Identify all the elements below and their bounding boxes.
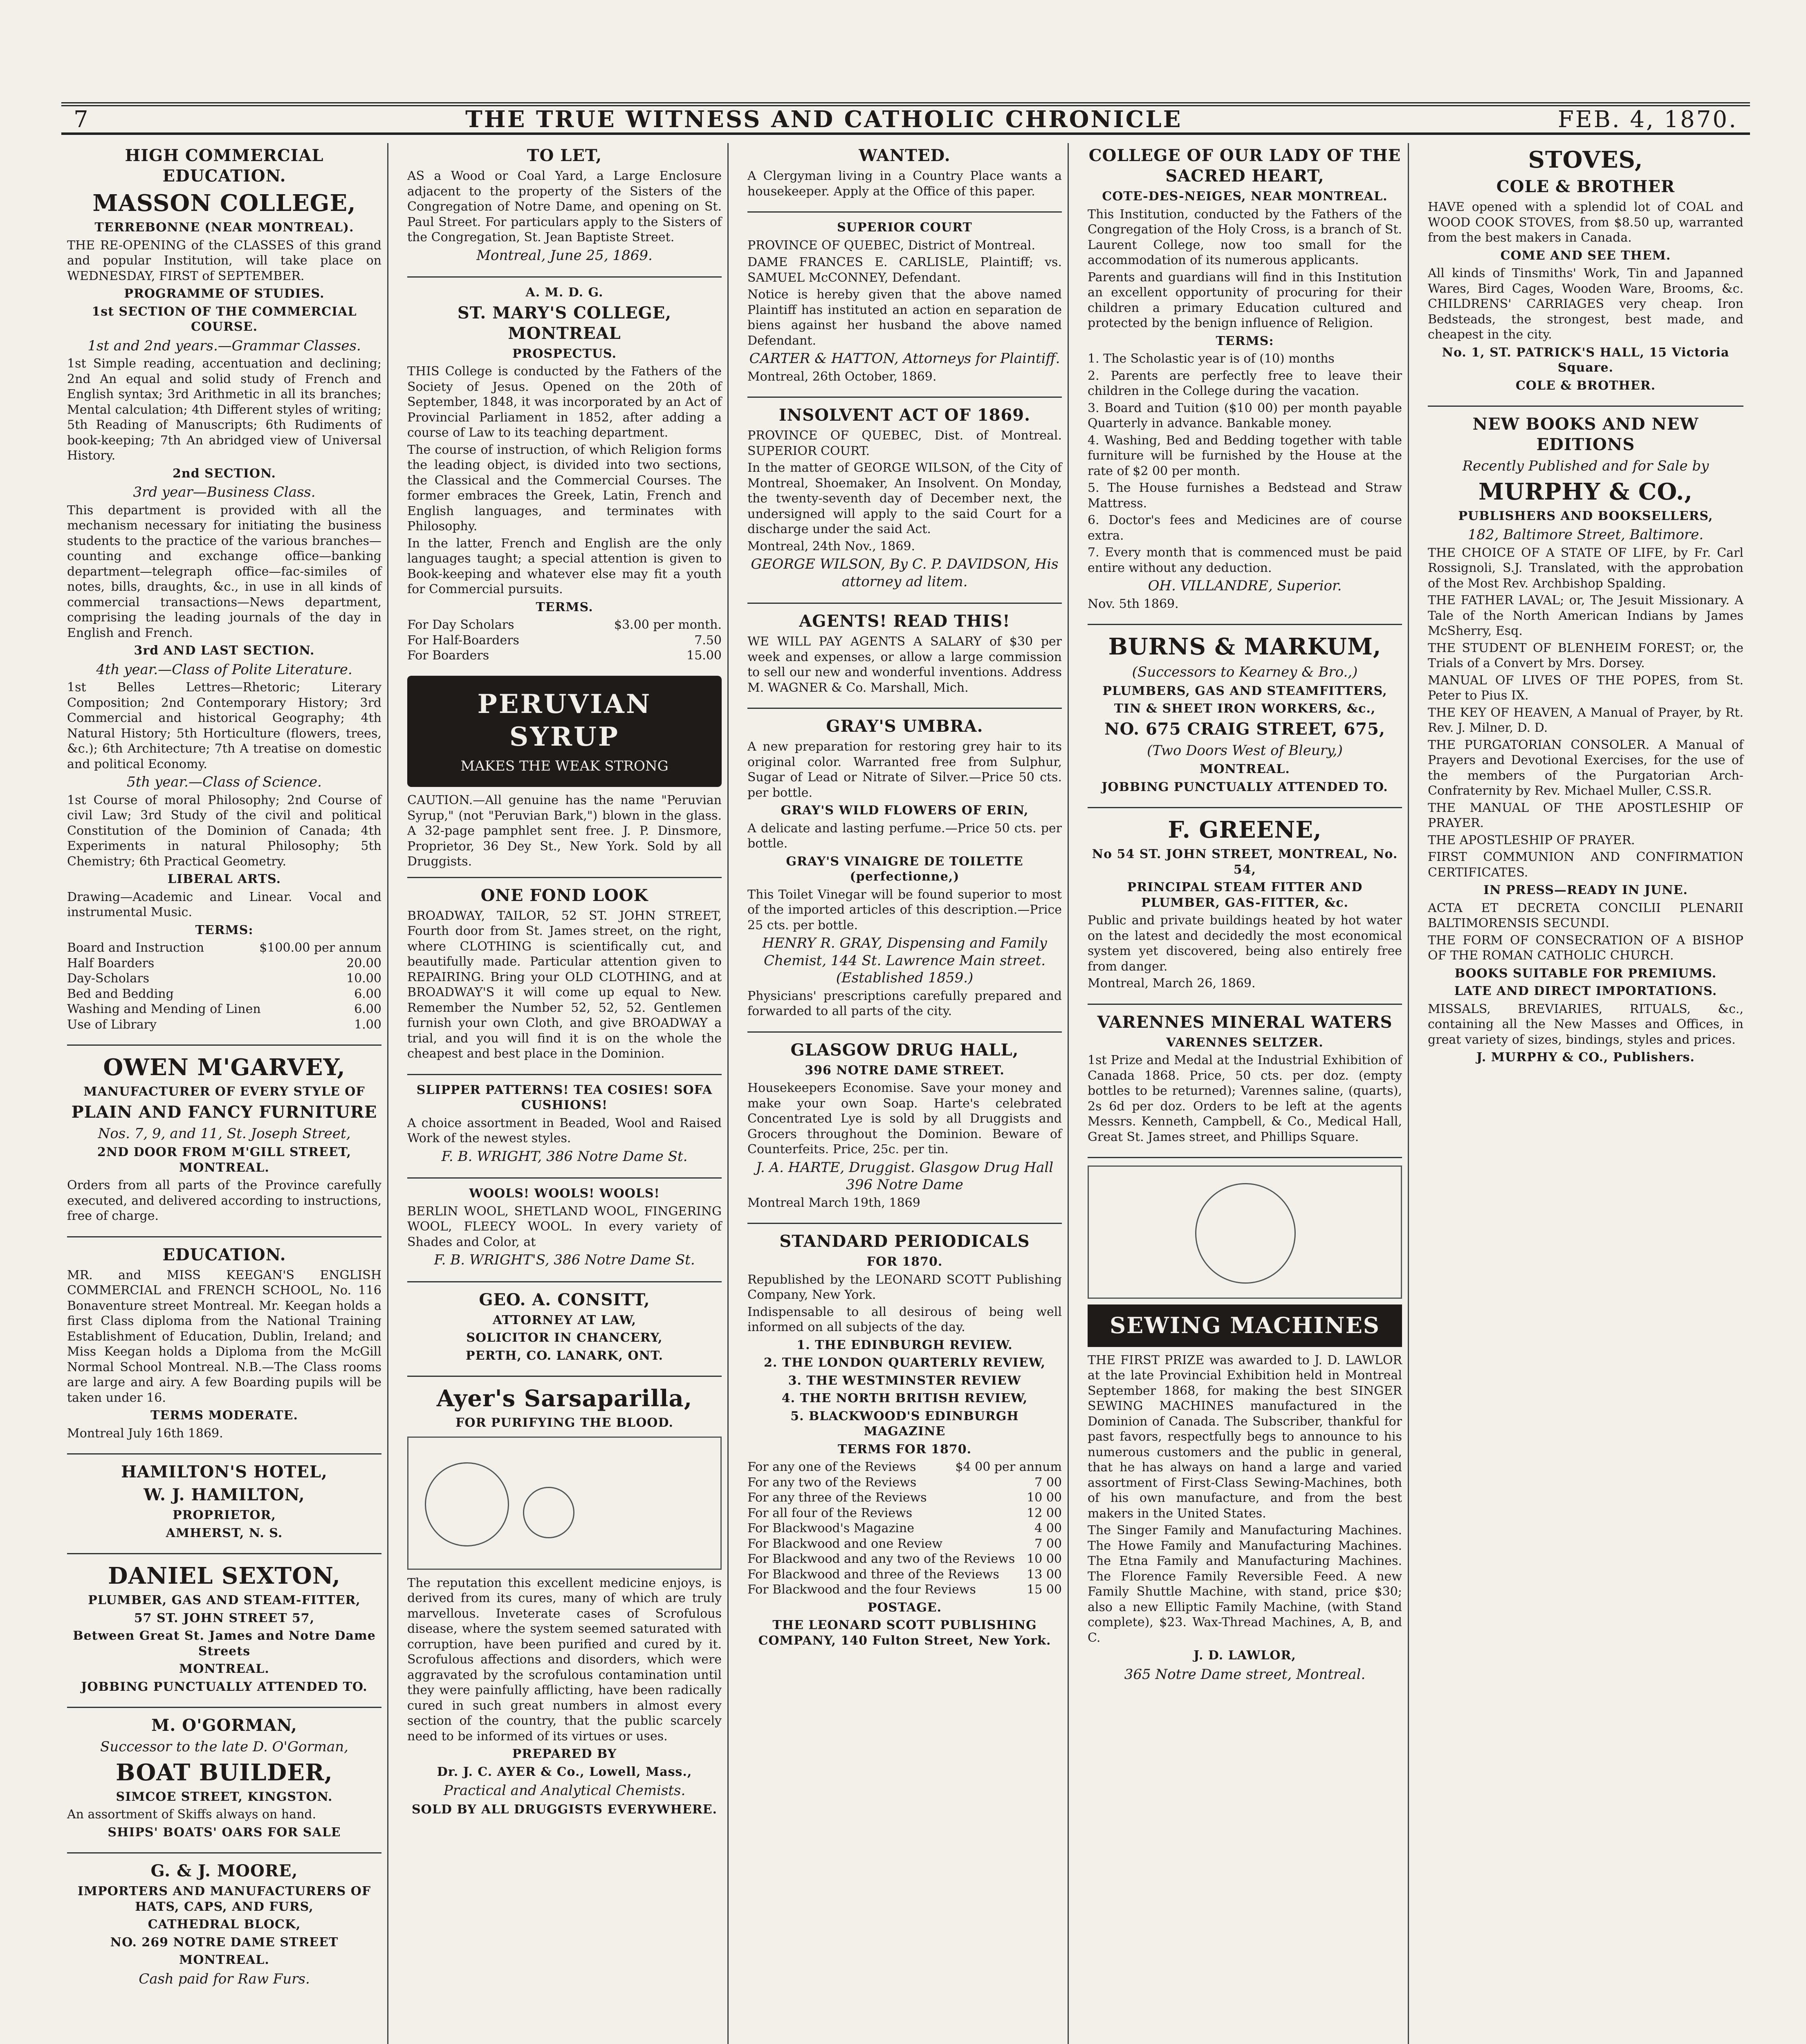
ad-daniel-sexton	[67, 1562, 381, 1694]
address: 365 Notre Dame street, Montreal.	[1124, 1666, 1366, 1683]
product-name: Ayer's Sarsaparilla,	[436, 1385, 693, 1412]
divider	[407, 1376, 722, 1377]
prepared-by: PREPARED BY	[512, 1747, 617, 1761]
divider	[1088, 807, 1402, 808]
signature: GEORGE WILSON, By C. P. DAVIDSON, His attorney ad litem.	[751, 556, 1059, 590]
court: SUPERIOR COURT	[837, 220, 972, 235]
text: A delicate and lasting perfume.—Price 50 cts. per bottle.	[747, 821, 1062, 851]
subheading: TERMS:	[195, 923, 254, 937]
signature: COLE & BROTHER.	[1515, 378, 1656, 393]
heading: WANTED.	[859, 146, 951, 165]
price-row: For any two of the Reviews 7 00	[747, 1475, 1062, 1490]
subheading: VARENNES SELTZER.	[1166, 1035, 1324, 1050]
terms: TERMS MODERATE.	[150, 1408, 298, 1423]
divider	[1428, 406, 1743, 407]
address: 396 NOTRE DAME STREET.	[805, 1063, 1005, 1078]
price-row: For Blackwood and any two of the Reviews 10 00	[747, 1552, 1062, 1566]
text: The reputation this excellent medicine enjoys, is derived from its cures, many of which are truly marvellous. Inveterate cases of Scrofulous disease, where the system seemed saturated with corruption, have been purified and cured by it. Scrofulous affections and disorders, which were aggravated by the scrofulous contamination until they were painfully afflicting, have been radically cured in such great numbers in almost every section of the country, that the public scarcely need to be informed of its virtues or uses.	[407, 1576, 722, 1744]
divider	[67, 1236, 381, 1237]
subheading: TERMS FOR 1870.	[837, 1442, 972, 1457]
text: Orders from all parts of the Province carefully executed, and delivered according to instructions, free of charge.	[67, 1178, 381, 1223]
note: JOBBING PUNCTUALLY ATTENDED TO.	[81, 1679, 368, 1694]
book-entry: THE KEY OF HEAVEN, A Manual of Prayer, by Rt. Rev. J. Milner, D. D.	[1428, 705, 1743, 735]
chemist-illustration	[407, 1437, 722, 1570]
divider	[747, 211, 1062, 213]
subheading: 4th year.—Class of Polite Literature.	[96, 661, 352, 678]
trade: PLUMBERS, GAS AND STEAMFITTERS,	[1102, 684, 1387, 698]
text: A Clergyman living in a Country Place wants a housekeeper. Apply at the Office of this paper.	[747, 169, 1062, 199]
column-5	[1422, 143, 1749, 2044]
review-title: 3. THE WESTMINSTER REVIEW	[788, 1373, 1021, 1388]
address: Between Great St. James and Notre Dame Streets	[73, 1629, 376, 1659]
ad-masson-college	[67, 146, 381, 1032]
ad-to-let	[407, 146, 722, 264]
advertiser-name: G. & J. MOORE,	[150, 1861, 298, 1880]
review-title: 4. THE NORTH BRITISH REVIEW,	[781, 1391, 1028, 1405]
book-entry: THE PURGATORIAN CONSOLER. A Manual of Prayers and Devotional Exercises, for the use of the members of the Purgatorian Arch-Confraternity by Rev. Michael Muller, C.SS.R.	[1428, 737, 1743, 798]
fee-row: For Half-Boarders 7.50	[407, 633, 722, 648]
text: 1st Belles Lettres—Rhetoric; Literary Composition; 2nd Contemporary History; 3rd Commercial and historical Geography; 4th Natural History; 5th Horticulture (flowers, trees, &c.); 6th Architecture; 7th A treatise on domestic and political Economy.	[67, 680, 381, 771]
subheading: FOR 1870.	[866, 1255, 943, 1269]
book-entry: THE FORM OF CONSECRATION OF A BISHOP OF THE ROMAN CATHOLIC CHURCH.	[1428, 933, 1743, 963]
heading: SLIPPER PATTERNS! TEA COSIES! SOFA CUSHIONS!	[416, 1083, 713, 1112]
divider	[747, 1031, 1062, 1033]
text: 1st Simple reading, accentuation and declining; 2nd An equal and solid study of French and English syntax; 3rd Arithmetic in all its branches; Mental calculation; 4th Different styles of writing; 5th Reading of Manuscripts; 6th Rudiments of book-keeping; 7th An abridged view of Universal History.	[67, 356, 381, 463]
subheading: BOOKS SUITABLE FOR PREMIUMS.	[1454, 966, 1717, 981]
trade: PLUMBER, GAS AND STEAM-FITTER,	[88, 1593, 361, 1607]
book-entry: ACTA ET DECRETA CONCILII PLENARII BALTIMORENSIS SECUNDI.	[1428, 901, 1743, 930]
divider	[1088, 1004, 1402, 1005]
product-name: SYRUP	[509, 721, 620, 752]
heading: TO LET,	[527, 146, 602, 165]
ad-consitt	[407, 1290, 722, 1364]
motto: A. M. D. G.	[525, 285, 603, 300]
subheading: 5th year.—Class of Science.	[127, 774, 322, 790]
column-3	[742, 143, 1069, 2044]
date: Montreal, March 26, 1869.	[1088, 976, 1256, 991]
heading: INSOLVENT ACT OF 1869.	[778, 406, 1031, 425]
page-number: 7	[74, 106, 90, 133]
book-entry: MANUAL OF LIVES OF THE POPES, from St. Peter to Pius IX.	[1428, 673, 1743, 703]
city: MONTREAL.	[179, 1662, 269, 1676]
address: Nos. 7, 9, and 11, St. Joseph Street,	[98, 1125, 351, 1142]
masthead	[61, 102, 1750, 135]
price-row: For any one of the Reviews $4 00 per annum	[747, 1460, 1062, 1474]
role: ATTORNEY AT LAW,	[492, 1313, 637, 1327]
ad-hamiltons-hotel	[67, 1462, 381, 1541]
price-row: For Blackwood's Magazine 4 00	[747, 1521, 1062, 1535]
fee-row: For Day Scholars $3.00 per month.	[407, 618, 722, 632]
issue-date: FEB. 4, 1870.	[1557, 106, 1738, 133]
advertiser-name: BURNS & MARKUM,	[1108, 633, 1382, 660]
ad-peruvian-syrup-banner	[407, 676, 722, 787]
divider	[407, 1074, 722, 1075]
fee-row: Day-Scholars 10.00	[67, 971, 381, 986]
heading: GLASGOW DRUG HALL,	[790, 1040, 1019, 1060]
advertiser-name: GEO. A. CONSITT,	[479, 1290, 650, 1309]
notice-superior-court	[747, 220, 1062, 384]
ad-glasgow-drug-hall	[747, 1040, 1062, 1211]
heading: GRAY'S WILD FLOWERS OF ERIN,	[781, 803, 1029, 818]
text: DAME FRANCES E. CARLISLE, Plaintiff; vs. SAMUEL McCONNEY, Defendant.	[747, 255, 1062, 285]
tagline: MAKES THE WEAK STRONG	[460, 758, 669, 774]
divider	[1088, 624, 1402, 625]
subheading: FOR PURIFYING THE BLOOD.	[455, 1416, 673, 1430]
heading: GRAY'S VINAIGRE DE TOILETTE (perfectionne,)	[786, 854, 1023, 884]
divider	[747, 1223, 1062, 1224]
date: Montreal, 24th Nov., 1869.	[747, 539, 915, 554]
fee-row: Board and Instruction $100.00 per annum	[67, 941, 381, 955]
list-item: 6. Doctor's fees and Medicines are of course extra.	[1088, 513, 1402, 543]
fee-row: Washing and Mending of Linen 6.00	[67, 1002, 381, 1016]
address: CATHEDRAL BLOCK,	[148, 1917, 301, 1932]
ad-burns-markum	[1088, 632, 1402, 795]
text: MISSALS, BREVIARIES, RITUALS, &c., containing all the New Masses and Offices, in great variety of sizes, bindings, styles and prices.	[1428, 1002, 1743, 1047]
heading: GRAY'S UMBRA.	[826, 717, 983, 736]
date: Montreal July 16th 1869.	[67, 1426, 223, 1441]
divider	[67, 1453, 381, 1455]
text: In the matter of GEORGE WILSON, of the City of Montreal, Shoemaker, An Insolvent. On Monday, the twenty-seventh day of December next, the undersigned will apply to the said Court for a discharge under the said Act.	[747, 461, 1062, 536]
city: MONTREAL.	[1200, 762, 1290, 776]
subheading: POSTAGE.	[867, 1600, 942, 1615]
fee-row: Use of Library 1.00	[67, 1017, 381, 1032]
maker-role: Practical and Analytical Chemists.	[443, 1782, 686, 1799]
heading: STANDARD PERIODICALS	[779, 1232, 1030, 1251]
divider	[407, 1177, 722, 1179]
price-row: For Blackwood and the four Reviews 15 00	[747, 1582, 1062, 1597]
role: SOLICITOR IN CHANCERY,	[466, 1331, 663, 1345]
divider	[67, 1553, 381, 1554]
advertiser-name: OWEN M'GARVEY,	[103, 1054, 345, 1081]
text: This Toilet Vinegar will be found superior to most of the imported articles of this description.—Price 25 cts. per bottle.	[747, 887, 1062, 932]
address: 57 ST. JOHN STREET 57,	[134, 1611, 315, 1625]
trade: PRINCIPAL STEAM FITTER AND PLUMBER, GAS-FITTER, &c.	[1127, 880, 1363, 910]
signature: F. B. WRIGHT'S, 386 Notre Dame St.	[434, 1252, 695, 1268]
price-row: For Blackwood and three of the Reviews 13 00	[747, 1567, 1062, 1582]
signature: HENRY R. GRAY, Dispensing and Family Chemist, 144 St. Lawrence Main street. (Established 1859.)	[762, 935, 1047, 986]
place: COTE-DES-NEIGES, NEAR MONTREAL.	[1102, 189, 1388, 204]
ad-murphy-books	[1428, 414, 1743, 1065]
date: Montreal March 19th, 1869	[747, 1195, 920, 1210]
subheading: 3rd year—Business Class.	[133, 484, 316, 500]
text: BROADWAY, TAILOR, 52 ST. JOHN STREET, Fourth door from St. James street, on the right, where CLOTHING is scientifically cut, and beautifully made. Particular attention given to REPAIRING. Bring your OLD CLOTHING, and at BROADWAY'S it will come up equal to New. Remember the Number 52, 52, 52. Gentlemen furnish your own Cloth, and give BROADWAY a trial, and you will find it is on the whole the cheapest and best place in the Dominion.	[407, 908, 722, 1061]
divider	[747, 397, 1062, 398]
subheading: Successor to the late D. O'Gorman,	[100, 1739, 348, 1755]
list-item: 4. Washing, Bed and Bedding together with table furniture will be furnished by the House at the rate of $2 00 per month.	[1088, 433, 1402, 478]
divider	[747, 603, 1062, 604]
heading: HIGH COMMERCIAL EDUCATION.	[125, 146, 324, 186]
subheading: PROSPECTUS.	[512, 346, 617, 361]
text: 1st Course of moral Philosophy; 2nd Course of civil Law; 3rd Study of the civil and political Constitution of the Dominion of Canada; 4th Experiments in natural Philosophy; 5th Chemistry; 6th Practical Geometry.	[67, 793, 381, 869]
text: Drawing—Academic and Linear. Vocal and instrumental Music.	[67, 890, 381, 919]
text: HAVE opened with a splendid lot of COAL and WOOD COOK STOVES, from $8.50 up, warranted from the best makers in Canada.	[1428, 200, 1743, 245]
ad-slipper-patterns	[407, 1083, 722, 1165]
text: This department is provided with all the mechanism necessary for initiating the business students to the practice of the various branches—counting and exchange office—banking department—telegraph office—fac-similes of notes, bills, draughts, &c., in use in all kinds of commercial transactions—News department, comprising the leading journals of the day in English and French.	[67, 503, 381, 640]
subheading: TERMS:	[1216, 334, 1274, 348]
fee-row: For Boarders 15.00	[407, 648, 722, 663]
ad-standard-periodicals	[747, 1231, 1062, 1648]
date: Montreal, June 25, 1869.	[476, 247, 653, 264]
review-title: 5. BLACKWOOD'S EDINBURGH MAGAZINE	[790, 1409, 1019, 1439]
heading: PROGRAMME OF STUDIES.	[124, 287, 325, 301]
column-1	[61, 143, 388, 2044]
ad-stoves	[1428, 146, 1743, 393]
province: PROVINCE OF QUEBEC, Dist. of Montreal. SUPERIOR COURT.	[747, 428, 1062, 458]
text: Parents and guardians will find in this Institution an excellent opportunity of procuring for their children a primary Education cultured and protected by the benign influence of Religion.	[1088, 270, 1402, 330]
book-entry: FIRST COMMUNION AND CONFIRMATION CERTIFICATES.	[1428, 850, 1743, 880]
tagline: SHIPS' BOATS' OARS FOR SALE	[108, 1825, 341, 1840]
note: Cash paid for Raw Furs.	[139, 1970, 310, 1987]
divider	[407, 1281, 722, 1282]
text: WE WILL PAY AGENTS A SALARY of $30 per week and expenses, or allow a large commission to sell our new and wonderful inventions. Address M. WAGNER & Co. Marshall, Mich.	[747, 634, 1062, 695]
book-entry: THE MANUAL OF THE APOSTLESHIP OF PRAYER.	[1428, 800, 1743, 830]
ad-agents	[747, 611, 1062, 695]
ad-sewing-machines	[1088, 1165, 1402, 1683]
ad-owen-mgarvey	[67, 1053, 381, 1224]
text: A choice assortment in Beaded, Wool and Raised Work of the newest styles.	[407, 1116, 722, 1145]
maker: Dr. J. C. AYER & Co., Lowell, Mass.,	[437, 1764, 692, 1779]
list-item: 5. The House furnishes a Bedstead and Straw Mattress.	[1088, 481, 1402, 511]
heading: NEW BOOKS AND NEW EDITIONS	[1472, 415, 1699, 454]
note: JOBBING PUNCTUALLY ATTENDED TO.	[1102, 780, 1388, 794]
text: This Institution, conducted by the Fathers of the Congregation of the Holy Cross, is a branch of St. Laurent College, now too small for the accommodation of its numerous applicants.	[1088, 207, 1402, 267]
text: Republished by the LEONARD SCOTT Publishing Company, New York.	[747, 1272, 1062, 1302]
ad-wools	[407, 1186, 722, 1269]
column-2	[402, 143, 729, 2044]
sewing-illustration	[1088, 1165, 1402, 1299]
subheading: 1st and 2nd years.—Grammar Classes.	[87, 337, 361, 354]
subheading: Recently Published and for Sale by	[1462, 458, 1709, 474]
address: 2ND DOOR FROM M'GILL STREET, MONTREAL.	[97, 1145, 352, 1175]
role: PROPRIETOR,	[173, 1508, 276, 1522]
price-row: For any three of the Reviews 10 00	[747, 1490, 1062, 1505]
text: BERLIN WOOL, SHETLAND WOOL, FINGERING WOOL, FLEECY WOOL. In every variety of Shades and Color, at	[407, 1204, 722, 1249]
product-top: PERUVIAN	[477, 688, 652, 719]
text: The course of instruction, of which Religion forms the leading object, is divided into two sections, the Classical and the Commercial Courses. The former embraces the Greek, Latin, French and English languages, and terminates with Philosophy.	[407, 442, 722, 533]
text: THE RE-OPENING of the CLASSES of this grand and popular Institution, will take place on WEDNESDAY, FIRST of SEPTEMBER.	[67, 238, 381, 283]
ad-ogorman-boats	[67, 1715, 381, 1840]
text: Public and private buildings heated by hot water on the latest and decidedly the most economical system yet discovered, being also entirely free from danger.	[1088, 913, 1402, 974]
text: A new preparation for restoring grey hair to its original color. Warranted free from Sulphur, Sugar of Lead or Nitrate of Silver.—Price 50 cts. per bottle.	[747, 740, 1062, 800]
divider	[407, 877, 722, 878]
heading: HAMILTON'S HOTEL,	[121, 1462, 328, 1481]
flask-shape	[523, 1487, 574, 1538]
divider	[747, 708, 1062, 709]
ad-moore-hats	[67, 1861, 381, 1988]
signature: THE LEONARD SCOTT PUBLISHING COMPANY, 140 Fulton Street, New York.	[758, 1618, 1051, 1648]
ad-grays-products	[747, 716, 1062, 1019]
trade: TIN & SHEET IRON WORKERS, &c.,	[1114, 702, 1376, 716]
advertiser-name: DANIEL SEXTON,	[108, 1562, 341, 1589]
college-name: MASSON COLLEGE,	[92, 190, 356, 217]
address: NO. 675 CRAIG STREET, 675,	[1104, 719, 1385, 739]
advertiser-name: COLE & BROTHER	[1496, 177, 1675, 196]
college-name: ST. MARY'S COLLEGE, MONTREAL	[457, 303, 672, 343]
subheading: MANUFACTURER OF EVERY STYLE OF	[83, 1085, 365, 1099]
text: Indispensable to all desirous of being well informed on all subjects of the day.	[747, 1304, 1062, 1334]
ad-wanted	[747, 146, 1062, 199]
caution-text: CAUTION.—All genuine has the name "Peruvian Syrup," (not "Peruvian Bark,") blown in the glass. A 32-page pamphlet sent free. J. P. Dinsmore, Proprietor, 36 Dey St., New York. Sold by all Druggists.	[407, 793, 722, 869]
subheading: 3rd AND LAST SECTION.	[134, 643, 315, 658]
column-4	[1082, 143, 1409, 2044]
address: SIMCOE STREET, KINGSTON.	[116, 1789, 333, 1804]
book-entry: THE APOSTLESHIP OF PRAYER.	[1428, 833, 1635, 847]
college-name: COLLEGE OF OUR LADY OF THE SACRED HEART,	[1088, 146, 1401, 186]
ad-ayers-sarsaparilla	[407, 1384, 722, 1817]
address: 182, Baltimore Street, Baltimore.	[1467, 527, 1704, 543]
heading: WOOLS! WOOLS! WOOLS!	[469, 1186, 660, 1201]
heading: VARENNES MINERAL WATERS	[1097, 1012, 1393, 1032]
place: AMHERST, N. S.	[166, 1526, 283, 1540]
book-entry: THE FATHER LAVAL; or, The Jesuit Missionary. A Tale of the North American Indians by James McSherry, Esq.	[1428, 593, 1743, 638]
divider	[67, 1044, 381, 1046]
college-place: TERREBONNE (NEAR MONTREAL).	[94, 220, 354, 235]
trade: PLAIN AND FANCY FURNITURE	[71, 1102, 377, 1122]
address: (Two Doors West of Bleury,)	[1147, 742, 1343, 759]
date: Nov. 5th 1869.	[1088, 596, 1179, 611]
text: In the latter, French and English are the only languages taught; a special attention is given to Book-keeping and whatever else may fit a youth for Commercial pursuits.	[407, 536, 722, 596]
text: The Singer Family and Manufacturing Machines. The Howe Family and Manufacturing Machines. The Etna Family and Manufacturing Machines. The Florence Family Reversible Feed. A new Family Shuttle Machine, with stand, price $30; also a new Elliptic Family Machine, (with Stand complete), $23. Wax-Thread Machines, A, B, and C.	[1088, 1523, 1402, 1645]
subheading: TERMS.	[536, 600, 593, 614]
divider	[67, 1707, 381, 1708]
signature: J. D. LAWLOR,	[1194, 1648, 1296, 1663]
ad-sacred-heart-college	[1088, 146, 1402, 612]
page-columns	[61, 143, 1750, 2044]
list-item: 3. Board and Tuition ($10 00) per month payable Quarterly in advance. Bankable money.	[1088, 401, 1402, 430]
text: All kinds of Tinsmiths' Work, Tin and Japanned Wares, Bird Cages, Wooden Ware, Brooms, &c. CHILDRENS' CARRIAGES very cheap. Iron Bedsteads, the strongest, best made, and cheapest in the city.	[1428, 266, 1743, 342]
text: 1st Prize and Medal at the Industrial Exhibition of Canada 1868. Price, 50 cts. per doz. (empty bottles to be returned); Varennes saline, (quarts), 2s 6d per doz. Orders to be left at the agents Messrs. Kenneth, Campbell, & Co., Medical Hall, Great St. James street, and Phillips Square.	[1088, 1053, 1402, 1144]
signature: OH. VILLANDRE, Superior.	[1148, 578, 1342, 594]
divider	[1088, 1157, 1402, 1158]
divider	[67, 1852, 381, 1853]
address: NO. 269 NOTRE DAME STREET	[110, 1935, 339, 1950]
subheading: LIBERAL ARTS.	[167, 872, 281, 886]
text: THIS College is conducted by the Fathers of the Society of Jesus. Opened on the 20th of September, 1848, it was incorporated by an Act of Provincial Parliament in 1852, after adding a course of Law to its teaching department.	[407, 364, 722, 440]
address: No. 1, ST. PATRICK'S HALL, 15 Victoria Square.	[1442, 345, 1730, 375]
address: No 54 ST. JOHN STREET, MONTREAL, No. 54,	[1092, 847, 1398, 877]
signature: F. B. WRIGHT, 386 Notre Dame St.	[441, 1148, 688, 1165]
heading: EDUCATION.	[162, 1245, 286, 1264]
subheading: IN PRESS—READY IN JUNE.	[1483, 883, 1688, 897]
book-entry: THE CHOICE OF A STATE OF LIFE, by Fr. Carl Rossignoli, S.J. Translated, with the approbation of the Most Rev. Archbishop Spalding.	[1428, 545, 1743, 591]
province: PROVINCE OF QUEBEC, District of Montreal.	[747, 238, 1036, 253]
text: THE FIRST PRIZE was awarded to J. D. LAWLOR at the late Provincial Exhibition held in Montreal September 1868, for making the best SINGER SEWING MACHINES manufactured in the Dominion of Canada. The Subscriber, thankful for past favors, respectfully begs to announce to his numerous customers and the public in general, that he has always on hand a large and varied assortment of First-Class Sewing-Machines, both of his own manufacture, and from the best makers in the United States.	[1088, 1353, 1402, 1521]
proprietor-name: W. J. HAMILTON,	[144, 1485, 305, 1504]
review-title: 2. THE LONDON QUARTERLY REVIEW,	[763, 1356, 1046, 1370]
ad-f-greene	[1088, 816, 1402, 991]
sold-by: SOLD BY ALL DRUGGISTS EVERYWHERE.	[411, 1802, 717, 1817]
price-row: For all four of the Reviews 12 00	[747, 1506, 1062, 1520]
heading: AGENTS! READ THIS!	[799, 612, 1010, 631]
heading: BOAT BUILDER,	[116, 1759, 333, 1786]
text: Notice is hereby given that the above named Plaintiff has instituted an action en separation de biens against her husband the above named Defendant.	[747, 287, 1062, 348]
notice-insolvent-act	[747, 405, 1062, 590]
figure-shape	[1195, 1183, 1296, 1284]
divider	[407, 276, 722, 278]
list-item: 2. Parents are perfectly free to leave their children in the College during the vacation.	[1088, 368, 1402, 398]
date: Montreal, 26th October, 1869.	[747, 369, 937, 384]
signature: J. A. HARTE, Druggist. Glasgow Drug Hall 396 Notre Dame	[756, 1159, 1054, 1193]
book-entry: THE STUDENT OF BLENHEIM FOREST; or, the Trials of a Convert by Mrs. Dorsey.	[1428, 641, 1743, 670]
price-row: For Blackwood and one Review 7 00	[747, 1536, 1062, 1551]
advertiser-name: M. O'GORMAN,	[151, 1716, 297, 1735]
subheading: 1st SECTION OF THE COMMERCIAL COURSE.	[92, 304, 357, 334]
heading: ONE FOND LOOK	[480, 885, 648, 905]
text: An assortment of Skiffs always on hand.	[67, 1807, 316, 1822]
heading: STOVES,	[1528, 146, 1643, 173]
newspaper-title: THE TRUE WITNESS AND CATHOLIC CHRONICLE	[465, 106, 1182, 133]
trade: IMPORTERS AND MANUFACTURERS OF HATS, CAPS, AND FURS,	[77, 1884, 371, 1914]
advertiser-name: MURPHY & CO.,	[1478, 478, 1693, 505]
advertiser-name: F. GREENE,	[1168, 816, 1322, 843]
sewing-machines-banner: SEWING MACHINES	[1088, 1304, 1402, 1347]
ad-st-marys-college	[407, 285, 722, 663]
list-item: 7. Every month that is commenced must be paid entire without any deduction.	[1088, 545, 1402, 575]
fee-row: Half Boarders 20.00	[67, 956, 381, 970]
fee-table	[67, 940, 381, 1032]
ad-keegan-school	[67, 1245, 381, 1441]
city: MONTREAL.	[179, 1953, 269, 1967]
ad-varennes-waters	[1088, 1012, 1402, 1145]
text: MR. and MISS KEEGAN'S ENGLISH COMMERCIAL and FRENCH SCHOOL, No. 116 Bonaventure street Montreal. Mr. Keegan holds a first Class diploma from the National Training Establishment of Education, Dublin, Ireland; and Miss Keegan holds a Diploma from the McGill Normal School Montreal. N.B.—The Class rooms are large and airy. A few Boarding pupils will be taken under 16.	[67, 1268, 381, 1405]
subheading: (Successors to Kearney & Bro.,)	[1132, 664, 1358, 680]
subheading: 2nd SECTION.	[173, 466, 276, 481]
flask-shape	[425, 1462, 509, 1546]
fee-row: Bed and Bedding 6.00	[67, 986, 381, 1001]
signature: CARTER & HATTON, Attorneys for Plaintiff.	[749, 350, 1060, 367]
text: Physicians' prescriptions carefully prepared and forwarded to all parts of the city.	[747, 988, 1062, 1018]
ad-broadway-tailor	[407, 885, 722, 1062]
text: Housekeepers Economise. Save your money and make your own Soap. Harte's celebrated Concentrated Lye is sold by all Druggists and Grocers throughout the Dominion. Beware of Counterfeits. Price, 25c. per tin.	[747, 1081, 1062, 1156]
signature: J. MURPHY & CO., Publishers.	[1476, 1050, 1695, 1065]
list-item: 1. The Scholastic year is of (10) months	[1088, 352, 1335, 366]
subheading: LATE AND DIRECT IMPORTATIONS.	[1454, 984, 1717, 998]
place: PERTH, CO. LANARK, ONT.	[466, 1348, 663, 1363]
text: AS a Wood or Coal Yard, a Large Enclosure adjacent to the property of the Sisters of the Congregation of Notre Dame, and opening on St. Paul Street. For particulars apply to the Sisters of the Congregation, St. Jean Baptiste Street.	[407, 169, 722, 244]
role: PUBLISHERS AND BOOKSELLERS,	[1458, 509, 1713, 523]
review-title: 1. THE EDINBURGH REVIEW.	[796, 1338, 1013, 1352]
subheading: COME AND SEE THEM.	[1500, 248, 1671, 263]
